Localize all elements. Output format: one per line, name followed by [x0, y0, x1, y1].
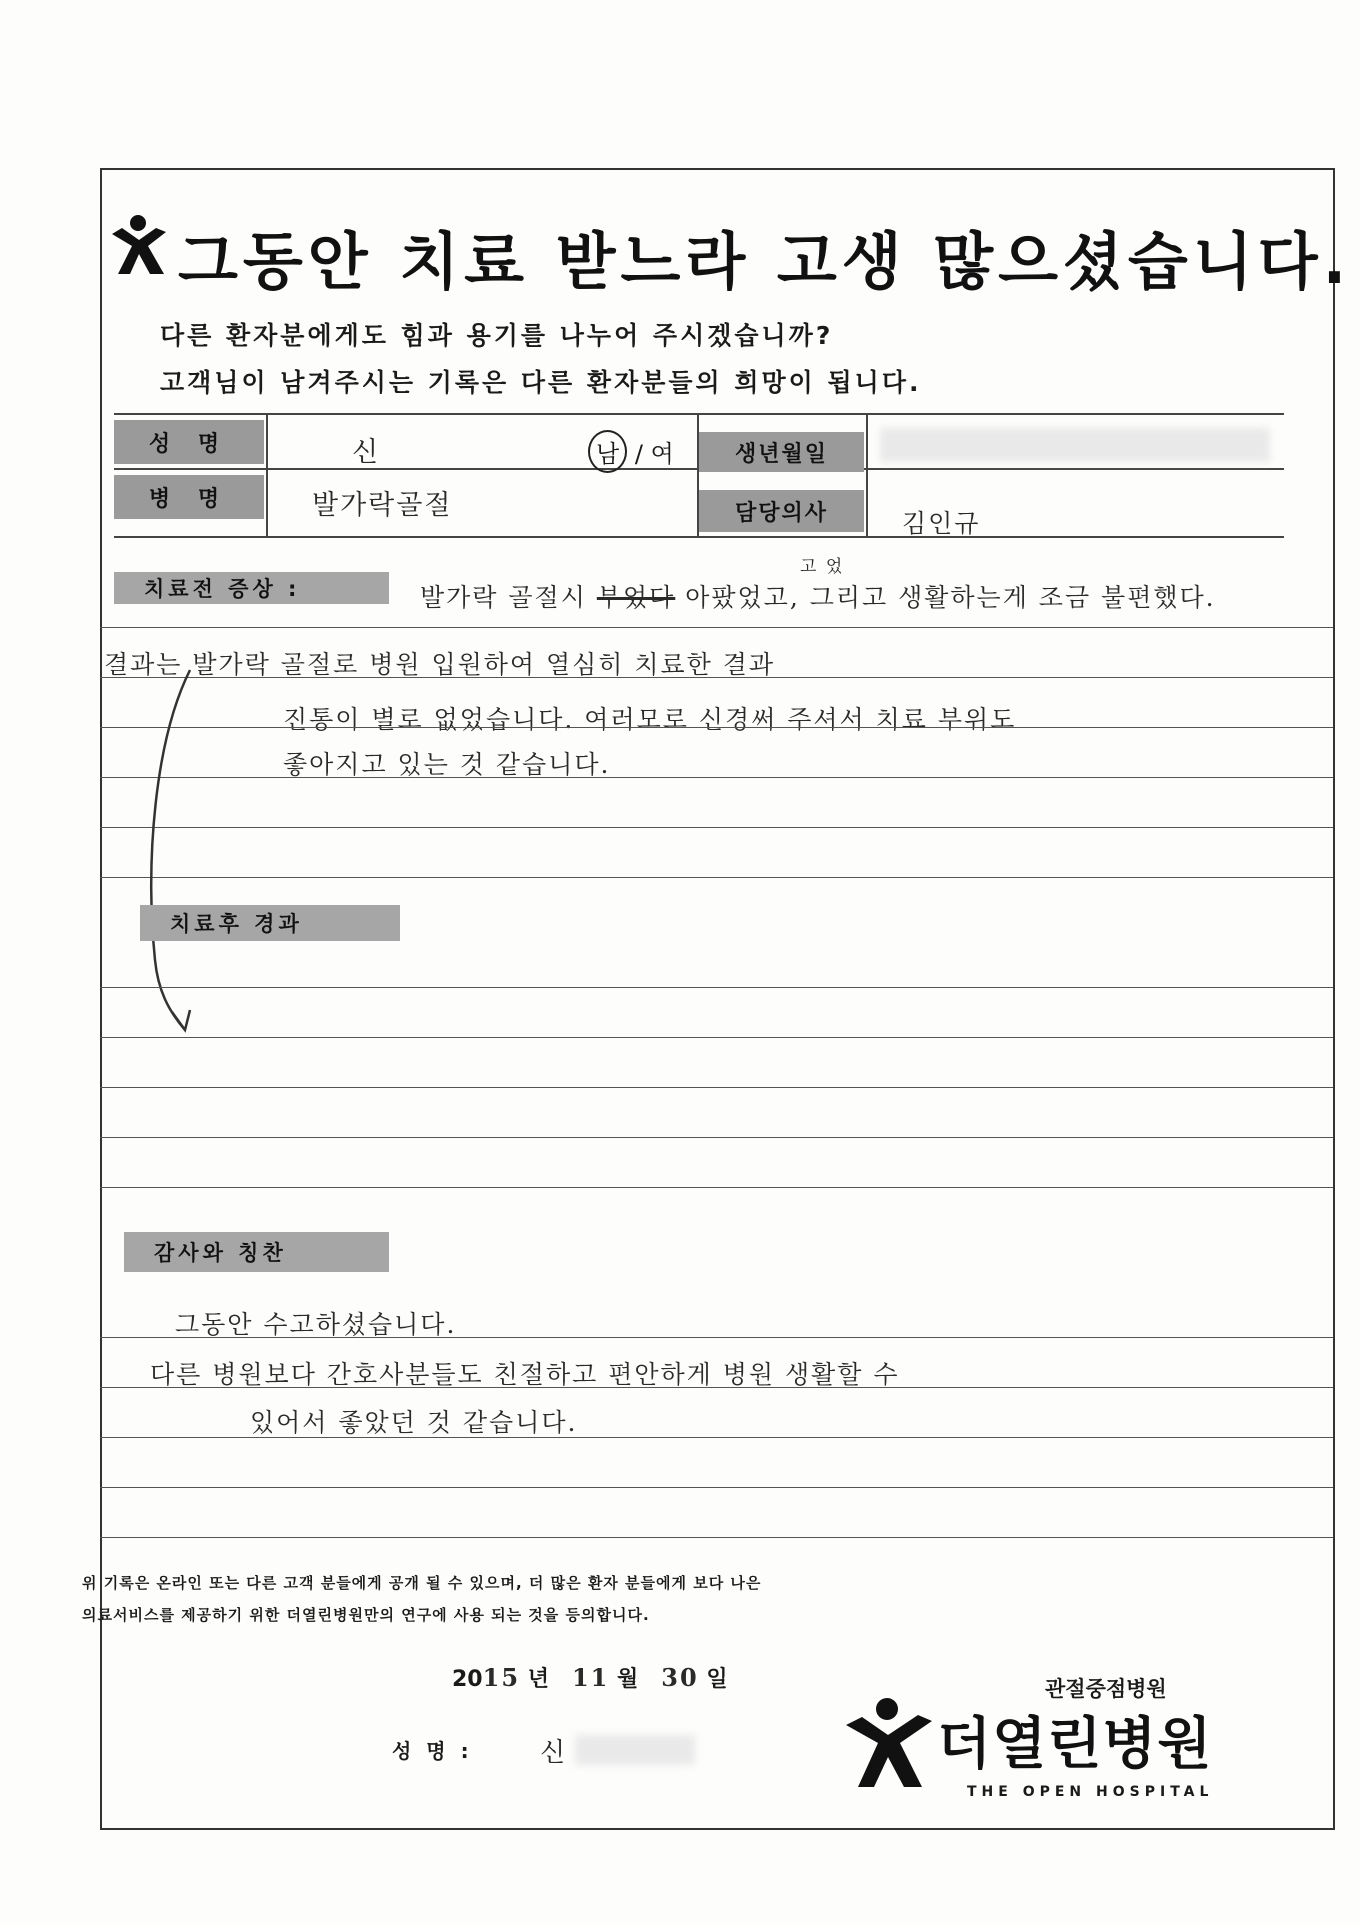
before-treatment-label: 치료전 증상 :: [114, 572, 389, 604]
logo-tagline: 관절중점병원: [1045, 1677, 1167, 1701]
disease-value: 발가락골절: [312, 490, 453, 521]
table-top-rule: [114, 413, 1284, 415]
writing-rule: [100, 1037, 1333, 1038]
consent-line-1: 위 기록은 온라인 또는 다른 고객 분들에게 공개 될 수 있으며, 더 많은 환자 분들에게 보다 나은: [82, 1574, 762, 1592]
date-month-label: 월: [617, 1667, 639, 1692]
date-year-label: 년: [527, 1667, 549, 1692]
table-divider: [266, 413, 268, 536]
before-line-1-rest: 아팠었고, 그리고 생활하는게 조금 불편했다.: [685, 583, 1216, 612]
gender-male-circled: 남: [588, 430, 627, 473]
doctor-label: 담당의사: [699, 490, 864, 532]
date-day-label: 일: [706, 1667, 728, 1692]
writing-rule: [100, 1187, 1333, 1188]
writing-rule: [100, 1537, 1333, 1538]
thanks-line-1: 그동안 수고하셨습니다.: [175, 1310, 457, 1339]
disease-label: 병 명: [114, 475, 264, 519]
after-treatment-label: 치료후 경과: [140, 905, 400, 941]
writing-rule: [100, 877, 1333, 878]
name-label: 성 명: [114, 420, 264, 464]
gender-selector: [588, 430, 674, 473]
writing-rule: [100, 627, 1333, 628]
writing-rule: [100, 1387, 1333, 1388]
logo-name: 더열린병원: [937, 1712, 1213, 1777]
before-line-4: 좋아지고 있는 것 같습니다.: [283, 750, 611, 779]
birth-label: 생년월일: [699, 432, 864, 472]
handwritten-arrow: [130, 660, 220, 1040]
date-month-hand: 11: [571, 1663, 610, 1692]
patient-name-value: 신: [352, 437, 381, 468]
gender-female: 여: [650, 440, 674, 468]
writing-rule: [100, 777, 1333, 778]
redacted-birthdate: [880, 428, 1270, 462]
before-line-1-note: 고 었: [800, 557, 845, 577]
table-bottom-rule: [114, 536, 1284, 538]
writing-rule: [100, 1437, 1333, 1438]
form-title: 그동안 치료 받느라 고생 많으셨습니다.: [178, 225, 1352, 298]
thanks-line-3: 있어서 좋았던 것 같습니다.: [250, 1408, 578, 1437]
before-line-3: 진통이 별로 없었습니다. 여러모로 신경써 주셔서 치료 부위도: [283, 705, 1017, 734]
writing-rule: [100, 677, 1333, 678]
before-line-1-struck: 부었다: [596, 583, 676, 612]
gender-separator: /: [634, 440, 643, 468]
before-line-1: [420, 578, 1216, 614]
consent-line-2: 의료서비스를 제공하기 위한 더열린병원만의 연구에 사용 되는 것을 등의합니다.: [82, 1606, 650, 1624]
writing-rule: [100, 727, 1333, 728]
date-row: [452, 1662, 728, 1693]
hospital-logo-icon: [842, 1695, 937, 1790]
redacted-signature: [575, 1735, 695, 1765]
before-line-1-prefix: 발가락 골절시: [420, 583, 587, 612]
thanks-label: 감사와 칭찬: [124, 1232, 389, 1272]
writing-rule: [100, 1087, 1333, 1088]
thanks-line-2: 다른 병원보다 간호사분들도 친절하고 편안하게 병원 생활할 수: [150, 1360, 900, 1389]
writing-rule: [100, 987, 1333, 988]
date-day-hand: 30: [661, 1663, 699, 1692]
writing-rule: [100, 1337, 1333, 1338]
before-line-2: 결과는 발가락 골절로 병원 입원하여 열심히 치료한 결과: [104, 650, 776, 679]
table-divider: [866, 413, 868, 536]
writing-rule: [100, 1487, 1333, 1488]
logo-english: THE OPEN HOSPITAL: [967, 1784, 1214, 1800]
date-year-hand: 15: [482, 1663, 521, 1692]
doctor-value: 김인규: [902, 509, 981, 538]
signature-value: 신: [540, 1738, 568, 1768]
hospital-mark-icon: [108, 212, 170, 278]
intro-line-1: 다른 환자분에게도 힘과 용기를 나누어 주시겠습니까?: [160, 321, 834, 350]
writing-rule: [100, 827, 1333, 828]
writing-rule: [100, 1137, 1333, 1138]
date-year-prefix: 20: [452, 1667, 483, 1692]
intro-line-2: 고객님이 남겨주시는 기록은 다른 환자분들의 희망이 됩니다.: [160, 368, 922, 397]
signature-label: 성 명 :: [392, 1739, 473, 1763]
